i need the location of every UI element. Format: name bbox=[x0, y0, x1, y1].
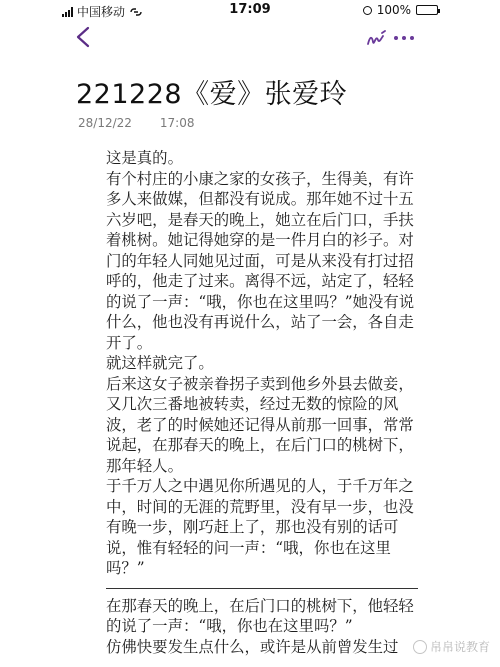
paragraph: 有个村庄的小康之家的女孩子，生得美，有许多人来做媒，但都没有说成。那年她不过十五六岁吧，是春天的晚上，她立在后门口，手扶着桃树。她记得她穿的是一件月白的衫子。对门的年轻人同她见过面，可是从来没有打过招呼的，他走了过来。离得不远，站定了，轻轻的说了一声：“哦，你也在这里吗？”她没有说什么，他也没有再说什么，站了一会，各自走开了。 bbox=[106, 169, 415, 352]
note-title: 221228《爱》张爱玲 bbox=[76, 79, 348, 110]
note-timestamp bbox=[78, 116, 195, 130]
paragraph: 在那春天的晚上，在后门口的桃树下，他轻轻的说了一声：“哦，你也在这里吗？” bbox=[106, 596, 414, 635]
paragraph: 于千万人之中遇见你所遇见的人，于千万年之中，时间的无涯的荒野里，没有早一步，也没有晚一步，刚巧赶上了，那也没有别的话可说，惟有轻轻的问一声：“哦，你也在这里吗？” bbox=[106, 477, 414, 577]
status-right bbox=[363, 3, 438, 17]
watermark-text: 帛帛说教育 bbox=[429, 640, 490, 654]
battery-icon bbox=[416, 5, 438, 15]
orientation-lock-icon bbox=[363, 6, 372, 15]
paragraph: 就这样就完了。 bbox=[106, 354, 214, 372]
status-time: 17:09 bbox=[229, 2, 271, 17]
watermark-logo-icon bbox=[413, 640, 427, 654]
note-time: 17:08 bbox=[159, 116, 195, 130]
watermark bbox=[413, 638, 490, 655]
battery-percent: 100% bbox=[376, 3, 411, 17]
note-body[interactable] bbox=[106, 148, 426, 657]
paragraph: 后来这女子被亲眷拐子卖到他乡外县去做妾，又几次三番地被转卖，经过无数的惊险的风波，老了的时候她还记得从前那一回事，常常说起，在那春天的晚上，在后门口的桃树下，那年轻人。 bbox=[106, 374, 414, 475]
divider bbox=[106, 588, 418, 589]
chevron-left-icon[interactable] bbox=[74, 26, 92, 48]
carrier-label: 中国移动 bbox=[77, 5, 126, 19]
note-date: 28/12/22 bbox=[78, 116, 132, 130]
paragraph: 仿佛快要发生点什么，或许是从前曾发生过 bbox=[106, 637, 399, 656]
status-bar bbox=[0, 0, 500, 20]
pen-scribble-icon[interactable] bbox=[366, 30, 386, 48]
paragraph: 这是真的。 bbox=[106, 149, 183, 167]
more-dots-icon[interactable] bbox=[394, 36, 414, 40]
